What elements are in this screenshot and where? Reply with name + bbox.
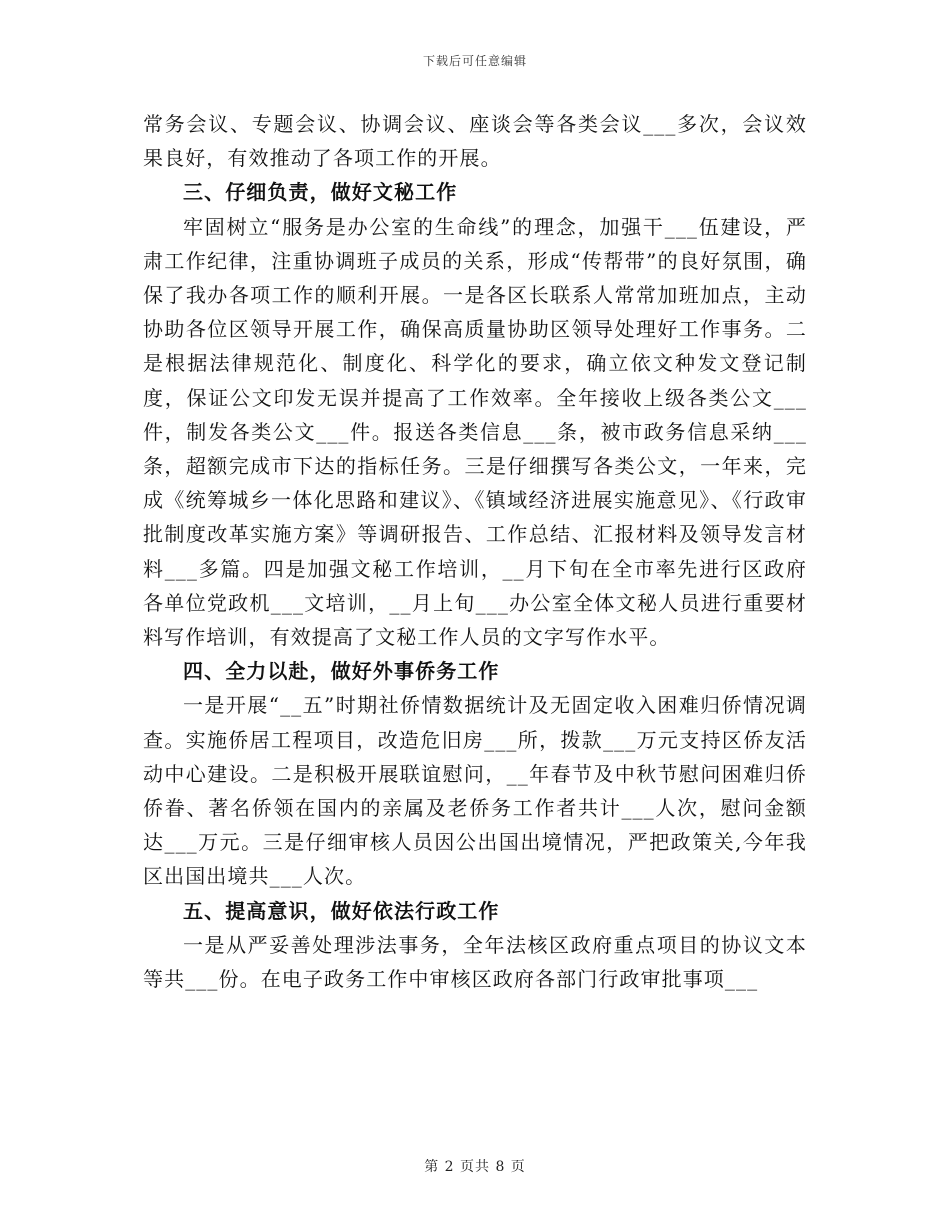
paragraph-secretarial: 牢固树立“服务是办公室的生命线”的理念，加强干___伍建设，严肃工作纪律，注重协调班子成员的关系，形成“传帮带”的良好氛围，确保了我办各项工作的顺利开展。一是各区长联系人常常加班加点，主动协助各位区领导开展工作，确保高质量协助区领导处理好工作事务。二是根据法律规范化、制度化、科学化的要求，确立依文种发文登记制度，保证公文印发无误并提高了工作效率。全年接收上级各类公文___件，制发各类公文___件。报送各类信息___条，被市政务信息采纳___条，超额完成市下达的指标任务。三是仔细撰写各类公文，一年来，完成《统筹城乡一体化思路和建议》、《镇域经济进展实施意见》、《行政审批制度改革实施方案》等调研报告、工作总结、汇报材料及领导发言材料___多篇。四是加强文秘工作培训，__月下旬在全市率先进行区政府各单位党政机___文培训，__月上旬___办公室全体文秘人员进行重要材料写作培训，有效提高了文秘工作人员的文字写作水平。: [143, 214, 807, 650]
document-body: [143, 107, 807, 996]
section-heading-3: 三、仔细负责，做好文秘工作: [183, 180, 458, 205]
paragraph-meetings: 常务会议、专题会议、协调会议、座谈会等各类会议___多次，会议效果良好，有效推动了各项工作的开展。: [143, 112, 807, 171]
paragraph-overseas-affairs: 一是开展“__五”时期社侨情数据统计及无固定收入困难归侨情况调查。实施侨居工程项目，改造危旧房___所，拨款___万元支持区侨友活动中心建设。二是积极开展联谊慰问，__年春节及中秋节慰问困难归侨侨眷、著名侨领在国内的亲属及老侨务工作者共计___人次，慰问金额达___万元。三是仔细审核人员因公出国出境情况，严把政策关,今年我区出国出境共___人次。: [143, 693, 807, 889]
section-heading-5: 五、提高意识，做好依法行政工作: [183, 898, 500, 923]
paragraph-legal-admin: 一是从严妥善处理涉法事务，全年法核区政府重点项目的协议文本等共___份。在电子政务工作中审核区政府各部门行政审批事项___: [143, 932, 807, 992]
section-heading-4: 四、全力以赴，做好外事侨务工作: [183, 659, 500, 684]
page-header: 下载后可任意编辑: [422, 54, 527, 68]
page-footer: 第 2 页共 8 页: [424, 1159, 526, 1175]
